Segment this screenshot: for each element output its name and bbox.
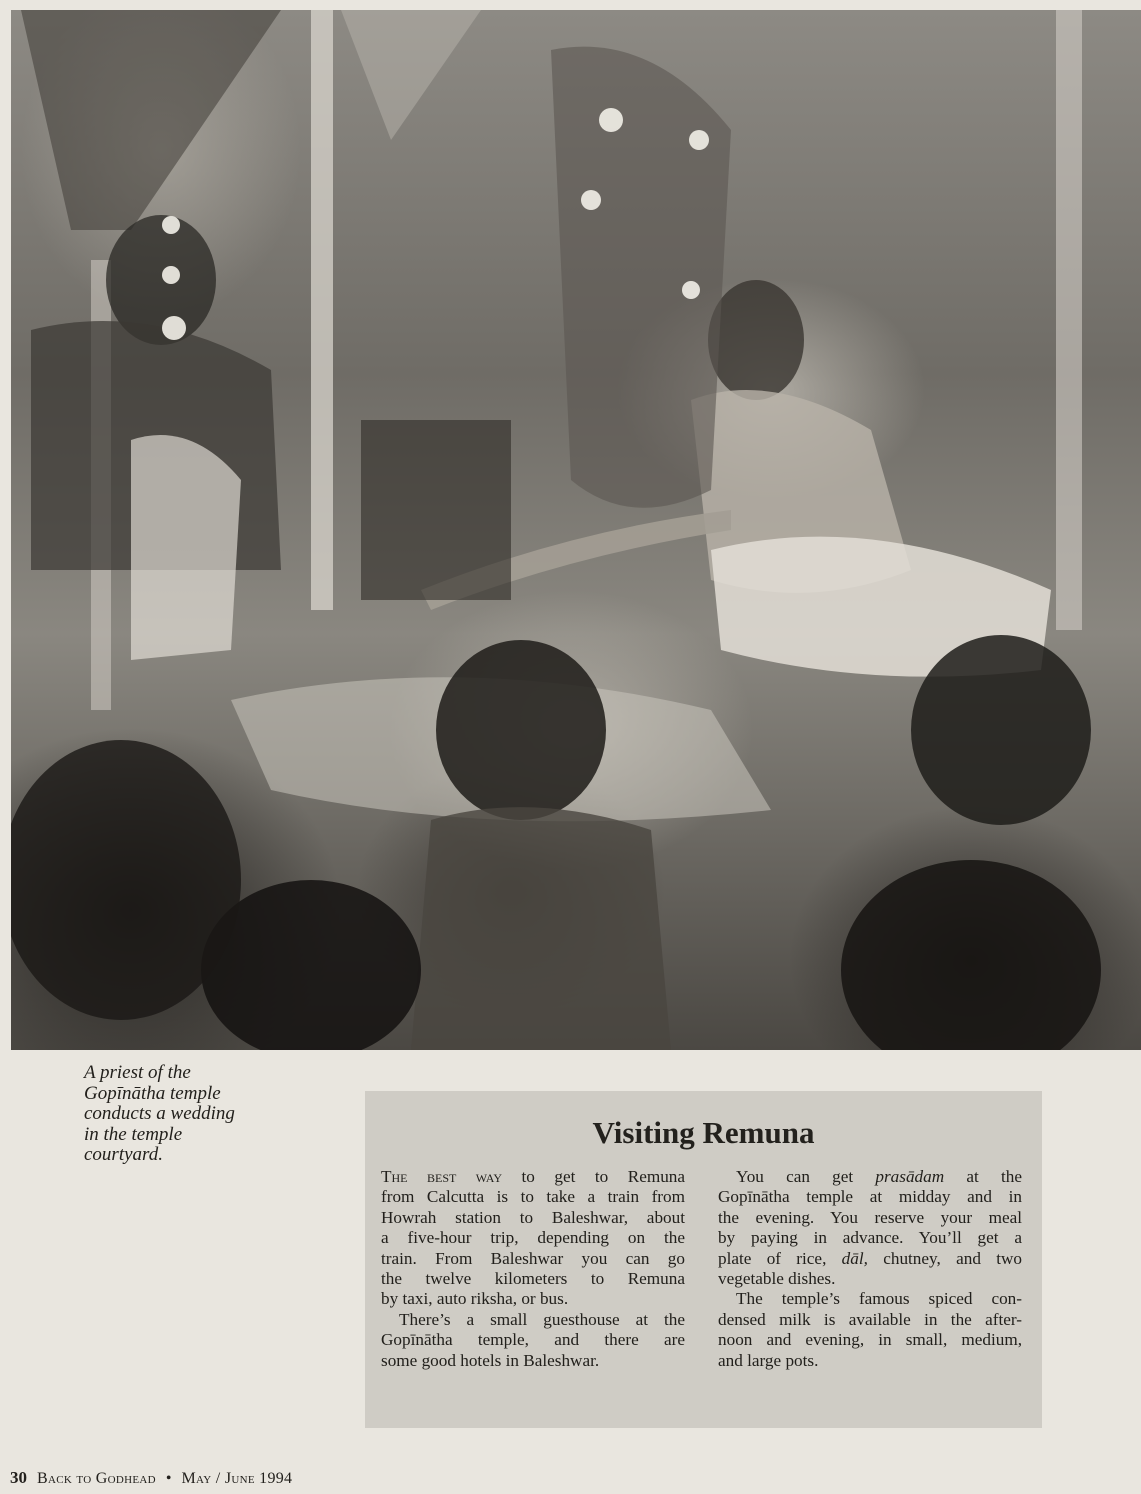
italic-term: prasādam <box>875 1167 945 1186</box>
paragraph-line: the twelve kilometers to Remuna <box>381 1268 685 1288</box>
line-text: plate of rice, <box>718 1248 842 1268</box>
wedding-photo <box>11 10 1141 1050</box>
lead-in: The best way <box>381 1167 503 1186</box>
italic-term: dāl, <box>841 1248 868 1268</box>
paragraph-line: The temple’s famous spiced con- <box>736 1289 1022 1309</box>
line-text: You can get <box>736 1167 876 1186</box>
caption-line: conducts a wedding <box>84 1103 235 1124</box>
issue-date: May / June 1994 <box>181 1470 293 1487</box>
sidebar-left-column <box>381 1167 685 1371</box>
photo-caption <box>84 1063 284 1166</box>
paragraph-line: Howrah station to Baleshwar, about <box>381 1207 685 1227</box>
paragraph-line: Gopīnātha temple at midday and in <box>718 1187 1022 1207</box>
caption-line: in the temple <box>84 1123 183 1145</box>
caption-line: courtyard. <box>84 1144 163 1165</box>
paragraph-line: densed milk is available in the after- <box>718 1309 1022 1329</box>
paragraph-line: vegetable dishes. <box>718 1268 836 1288</box>
paragraph-line: by taxi, auto riksha, or bus. <box>381 1289 569 1309</box>
line-text: chutney, and two <box>867 1248 1022 1268</box>
paragraph-line: and large pots. <box>718 1350 819 1370</box>
paragraph-line: from Calcutta is to take a train from <box>381 1187 685 1207</box>
paragraph-line <box>718 1167 1022 1187</box>
paragraph-line: train. From Baleshwar you can go <box>381 1248 685 1268</box>
paragraph-line <box>381 1167 685 1187</box>
caption-line: Gopīnātha temple <box>84 1082 221 1104</box>
magazine-name: Back to Godhead <box>37 1470 156 1487</box>
line-text: to get to Remuna <box>502 1167 686 1186</box>
caption-line: A priest of the <box>84 1062 191 1083</box>
paragraph-line: the evening. You reserve your meal <box>718 1207 1022 1227</box>
paragraph-line: There’s a small guesthouse at the <box>399 1309 685 1329</box>
sidebar-title: Visiting Remuna <box>592 1115 815 1150</box>
footer-bullet: • <box>165 1470 172 1487</box>
visiting-remuna-sidebar <box>365 1091 1042 1428</box>
sidebar-right-column <box>718 1167 1022 1371</box>
paragraph-line: a five-hour trip, depending on the <box>381 1228 685 1248</box>
page-number: 30 <box>10 1468 27 1487</box>
paragraph-line: by paying in advance. You’ll get a <box>718 1228 1022 1248</box>
paragraph-line: Gopīnātha temple, and there are <box>381 1330 685 1350</box>
paragraph-line: some good hotels in Baleshwar. <box>381 1350 600 1370</box>
page-footer <box>10 1468 292 1488</box>
paragraph-line: noon and evening, in small, medium, <box>718 1330 1022 1350</box>
line-text: at the <box>944 1167 1022 1186</box>
paragraph-line <box>718 1249 1022 1269</box>
photo-tones <box>11 10 1141 1050</box>
